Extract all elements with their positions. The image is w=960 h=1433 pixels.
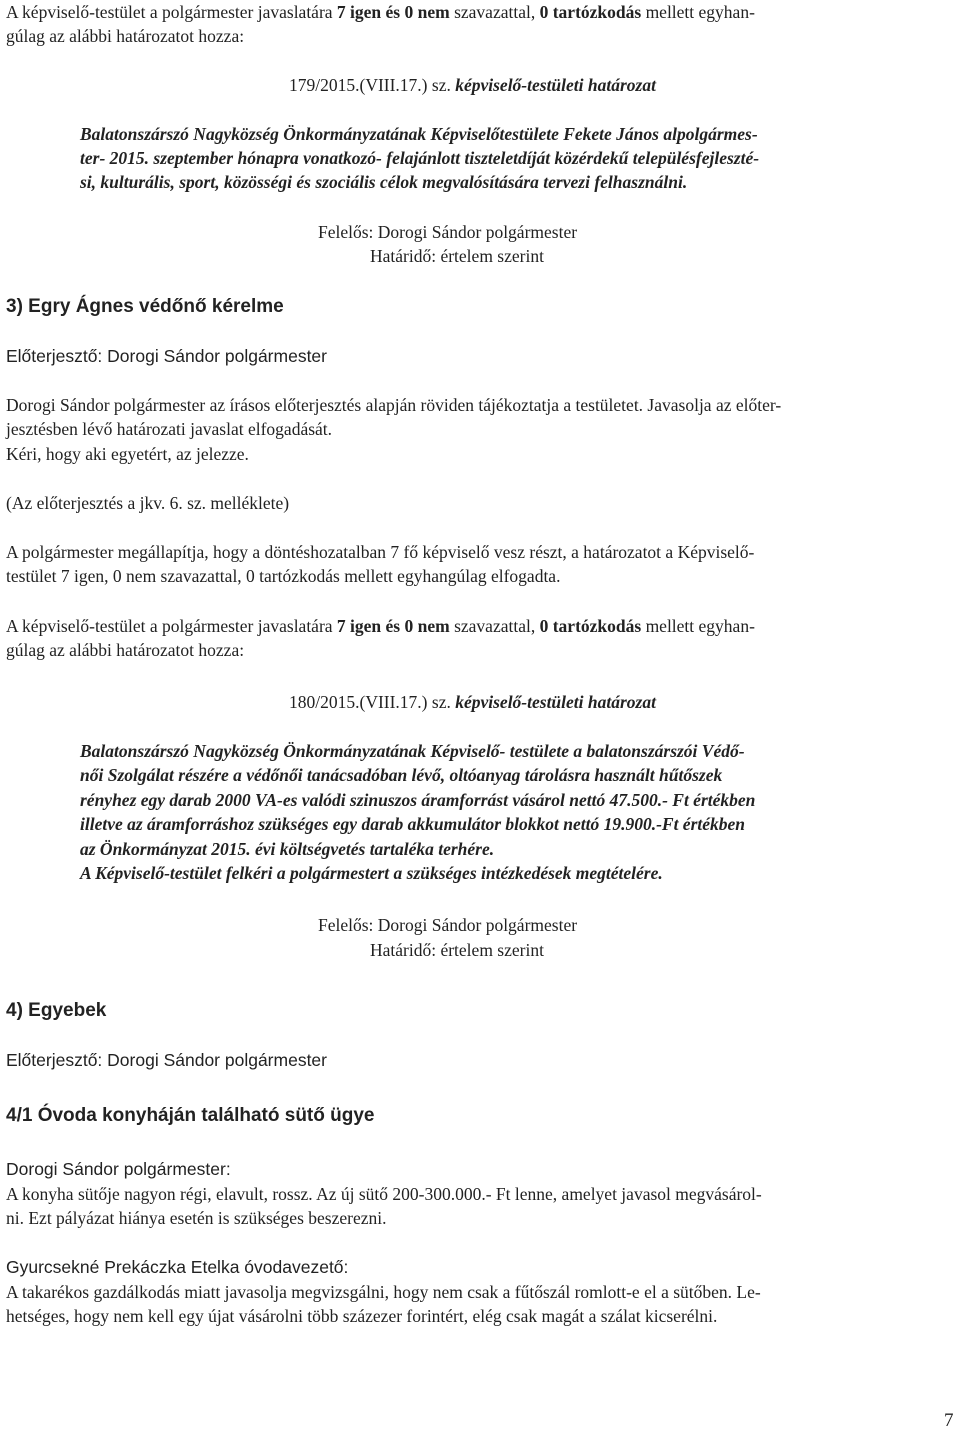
subsection-heading: 4/1 Óvoda konyháján található sütő ügye: [6, 1105, 375, 1126]
paragraph-line: Dorogi Sándor polgármester az írásos előterjesztés alapján röviden tájékoztatja a testületet. Javasolja az előter-: [6, 395, 782, 415]
responsible-person: Felelős: Dorogi Sándor polgármester: [318, 222, 578, 242]
resolution-text-line: rényhez egy darab 2000 VA-es valódi szinuszos áramforrást vásárol nettó 47.500.- Ft értékben: [80, 790, 756, 810]
speaker-label: Dorogi Sándor polgármester:: [6, 1159, 231, 1179]
paragraph-line: ni. Ezt pályázat hiánya esetén is szükséges beszerezni.: [6, 1208, 387, 1228]
vote-statement: A képviselő-testület a polgármester javaslatára 7 igen és 0 nem szavazattal, 0 tartózkodás mellett egyhan-: [6, 616, 755, 636]
resolution-number: 179/2015.(VIII.17.) sz. képviselő-testületi határozat: [289, 75, 656, 95]
section-heading: 3) Egry Ágnes védőnő kérelme: [6, 296, 284, 317]
paragraph-line: hetséges, hogy nem kell egy újat vásárolni több százezer forintért, elég csak magát a szálat kicserélni.: [6, 1306, 718, 1326]
resolution-text-line: Balatonszárszó Nagyközség Önkormányzatának Képviselőtestülete Fekete János alpolgármes-: [80, 124, 758, 144]
vote-statement: A képviselő-testület a polgármester javaslatára 7 igen és 0 nem szavazattal, 0 tartózkodás mellett egyhan-: [6, 2, 755, 22]
resolution-text-line: si, kulturális, sport, közösségi és szociális célok megvalósítására tervezi felhasználni.: [80, 172, 688, 192]
paragraph-line: A takarékos gazdálkodás miatt javasolja megvizsgálni, hogy nem csak a fűtőszál romlott-e el a sütőben. Le-: [6, 1282, 761, 1302]
resolution-text-line: az Önkormányzat 2015. évi költségvetés tartaléka terhére.: [80, 839, 495, 859]
resolution-text-line: illetve az áramforráshoz szükséges egy darab akkumulátor blokkot nettó 19.900.-Ft értékben: [80, 814, 746, 834]
paragraph-line: testület 7 igen, 0 nem szavazattal, 0 tartózkodás mellett egyhangúlag elfogadta.: [6, 566, 561, 586]
deadline: Határidő: értelem szerint: [370, 246, 544, 266]
paragraph-line: jesztésben lévő határozati javaslat elfogadását.: [6, 419, 333, 439]
speaker-label: Gyurcsekné Prekáczka Etelka óvodavezető:: [6, 1257, 349, 1277]
paragraph-line: A konyha sütője nagyon régi, elavult, rossz. Az új sütő 200-300.000.- Ft lenne, amelyet javasol megvásárol-: [6, 1184, 762, 1204]
page-number: 7: [944, 1410, 954, 1431]
resolution-text-line: A Képviselő-testület felkéri a polgármestert a szükséges intézkedések megtételére.: [80, 863, 663, 883]
resolution-text-line: női Szolgálat részére a védőnői tanácsadóban lévő, oltóanyag tárolásra használt hűtőszek: [80, 765, 723, 785]
attachment-note: (Az előterjesztés a jkv. 6. sz. melléklete): [6, 493, 290, 513]
presenter: Előterjesztő: Dorogi Sándor polgármester: [6, 346, 327, 366]
presenter: Előterjesztő: Dorogi Sándor polgármester: [6, 1050, 327, 1070]
deadline: Határidő: értelem szerint: [370, 940, 544, 960]
vote-statement-line2: gúlag az alábbi határozatot hozza:: [6, 640, 245, 660]
resolution-text-line: ter- 2015. szeptember hónapra vonatkozó- felajánlott tiszteletdíját közérdekű településfejleszté-: [80, 148, 760, 168]
vote-statement-line2: gúlag az alábbi határozatot hozza:: [6, 26, 245, 46]
responsible-person: Felelős: Dorogi Sándor polgármester: [318, 915, 578, 935]
paragraph-line: A polgármester megállapítja, hogy a döntéshozatalban 7 fő képviselő vesz részt, a határozatot a Képviselő-: [6, 542, 755, 562]
resolution-number: 180/2015.(VIII.17.) sz. képviselő-testületi határozat: [289, 692, 656, 712]
resolution-text-line: Balatonszárszó Nagyközség Önkormányzatának Képviselő- testülete a balatonszárszói Védő-: [80, 741, 745, 761]
section-heading: 4) Egyebek: [6, 1000, 107, 1021]
paragraph-line: Kéri, hogy aki egyetért, az jelezze.: [6, 444, 249, 464]
